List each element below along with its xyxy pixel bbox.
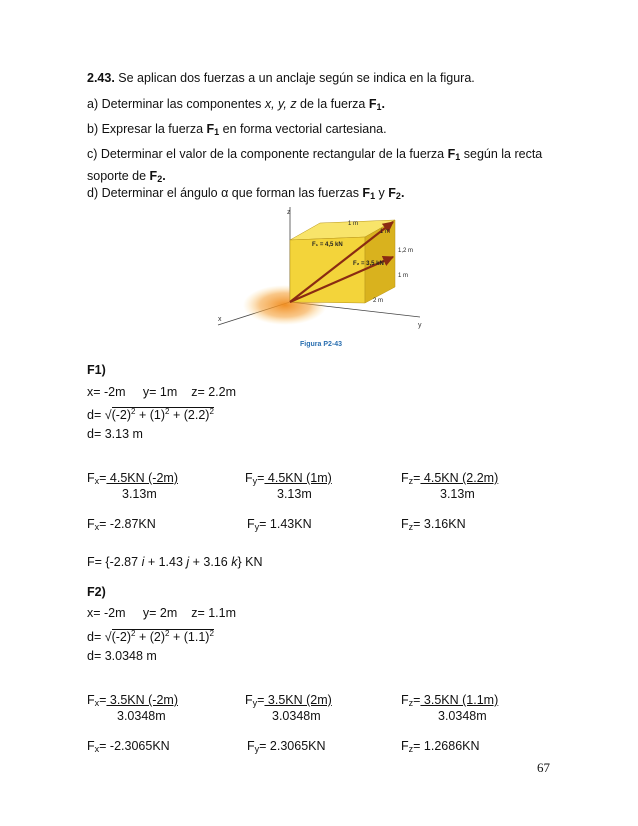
term: (-2) [111, 630, 132, 644]
question-b [87, 121, 387, 140]
question-d-mid: y [375, 186, 389, 200]
value: -2.87KN [106, 517, 156, 531]
equals: = [259, 517, 267, 531]
vector-text: + 1.43 [144, 555, 187, 569]
term: (-2) [111, 408, 132, 422]
question-a-vars: x, y, z [264, 97, 297, 111]
equals: = [257, 693, 265, 707]
subscript: y [254, 522, 260, 532]
force-symbol: F [206, 122, 215, 136]
unit-i: i [141, 555, 145, 569]
subscript: x [94, 522, 100, 532]
force-symbol: F [149, 169, 158, 183]
subscript: y [252, 476, 258, 486]
term: + (2) [135, 630, 166, 644]
vector-text: } KN [237, 555, 263, 569]
subscript: z [408, 522, 414, 532]
exponent: 2 [131, 629, 136, 638]
f1-fz-denominator: 3.13m [440, 487, 475, 501]
anchor-box-figure [215, 205, 430, 350]
subscript: 2 [157, 174, 163, 184]
question-b-text: b) Expresar la fuerza [87, 122, 207, 136]
f1-fz-value [401, 516, 466, 535]
exponent: 2 [131, 407, 136, 416]
f2-label: F₂ = 3,5 kN [353, 261, 384, 267]
value: 3.16KN [420, 517, 466, 531]
symbol: F [87, 693, 95, 707]
f2-fx-denominator: 3.0348m [117, 709, 166, 723]
exponent: 2 [209, 407, 214, 416]
dim-label: 1 m [398, 273, 409, 279]
f2-fx-value [87, 738, 170, 757]
equals: = [99, 739, 107, 753]
figure-caption: Figura P2-43 [300, 341, 343, 348]
problem-number: 2.43. [87, 71, 115, 85]
sqrt-prefix: d= √ [87, 630, 112, 644]
question-a-mid: de la fuerza [296, 97, 369, 111]
symbol: F [87, 517, 95, 531]
symbol: F [247, 517, 255, 531]
f2-fz-value [401, 738, 480, 757]
f1-label: F₁ = 4,5 kN [312, 242, 343, 248]
value: 1.2686KN [420, 739, 480, 753]
f1-vector [87, 554, 263, 570]
equals: = [99, 693, 107, 707]
dim-label: 2 m [373, 298, 384, 304]
force-symbol: F [368, 97, 377, 111]
sqrt-radicand [112, 407, 214, 422]
axis-y-label: y [418, 322, 422, 329]
subscript: z [408, 744, 414, 754]
unit-k: k [231, 555, 238, 569]
vector-text: F= {-2.87 [87, 555, 142, 569]
dim-label: 1,2 m [398, 248, 414, 254]
period: . [400, 186, 405, 200]
f2-distance-formula [87, 626, 214, 645]
subscript: 1 [214, 127, 220, 137]
equals: = [413, 471, 421, 485]
symbol: F [245, 471, 253, 485]
axis-x-label: x [218, 316, 222, 323]
equals: = [413, 693, 421, 707]
force-symbol: F [388, 186, 396, 200]
f2-heading: F2) [87, 585, 106, 599]
subscript: y [252, 698, 258, 708]
value: 1.43KN [266, 517, 312, 531]
question-a-text: a) Determinar las componentes [87, 97, 265, 111]
problem-intro: Se aplican dos fuerzas a un anclaje según se indica en la figura. [114, 71, 475, 85]
symbol: F [401, 739, 409, 753]
equals: = [413, 517, 421, 531]
f1-fx-denominator: 3.13m [122, 487, 157, 501]
value: -2.3065KN [106, 739, 170, 753]
subscript: x [94, 744, 100, 754]
equals: = [257, 471, 265, 485]
f1-heading: F1) [87, 363, 106, 377]
axis-z-label: z [287, 209, 291, 216]
exponent: 2 [209, 629, 214, 638]
numerator: 4.5KN (2.2m) [420, 471, 499, 485]
value: 2.3065KN [266, 739, 326, 753]
symbol: F [87, 471, 95, 485]
question-c-end: según la recta [460, 147, 543, 161]
symbol: F [401, 517, 409, 531]
subscript: 1 [376, 102, 382, 112]
f2-fz-denominator: 3.0348m [438, 709, 487, 723]
equals: = [413, 739, 421, 753]
subscript: x [94, 476, 100, 486]
question-d-text: d) Determinar el ángulo α que forman las fuerzas [87, 186, 363, 200]
numerator: 3.5KN (2m) [264, 693, 332, 707]
subscript: 2 [395, 191, 401, 201]
unit-j: j [186, 555, 190, 569]
period: . [162, 169, 166, 183]
numerator: 4.5KN (1m) [264, 471, 332, 485]
vector-text: + 3.16 [189, 555, 232, 569]
subscript: x [94, 698, 100, 708]
f1-fx-value [87, 516, 156, 535]
f2-distance-result: d= 3.0348 m [87, 649, 157, 663]
f2-coords: x= -2m y= 2m z= 1.1m [87, 606, 237, 620]
question-a [87, 96, 385, 115]
subscript: y [254, 744, 260, 754]
term: + (1.1) [169, 630, 210, 644]
question-c-text: c) Determinar el valor de la componente rectangular de la fuerza [87, 147, 448, 161]
force-symbol: F [362, 186, 371, 200]
page-number: 67 [537, 760, 550, 775]
equals: = [259, 739, 267, 753]
symbol: F [401, 471, 409, 485]
dim-label: 1 m [380, 229, 391, 235]
subscript: z [408, 476, 414, 486]
force-symbol: F [447, 147, 456, 161]
period: . [381, 97, 385, 111]
question-b-suffix: en forma vectorial cartesiana. [219, 122, 387, 136]
exponent: 2 [165, 629, 170, 638]
f2-fy-denominator: 3.0348m [272, 709, 321, 723]
dim-label: 1 m [348, 221, 359, 227]
term: + (2.2) [169, 408, 210, 422]
equals: = [99, 471, 107, 485]
numerator: 3.5KN (1.1m) [420, 693, 499, 707]
f1-distance-result: d= 3.13 m [87, 427, 143, 441]
subscript: z [408, 698, 414, 708]
sqrt-prefix: d= √ [87, 408, 112, 422]
f1-distance-formula [87, 404, 214, 423]
sqrt-radicand [112, 629, 214, 644]
numerator: 3.5KN (-2m) [106, 693, 178, 707]
term: + (1) [135, 408, 166, 422]
f1-coords: x= -2m y= 1m z= 2.2m [87, 385, 237, 399]
numerator: 4.5KN (-2m) [106, 471, 178, 485]
symbol: F [247, 739, 255, 753]
equals: = [99, 517, 107, 531]
symbol: F [401, 693, 409, 707]
question-d [87, 185, 404, 204]
symbol: F [245, 693, 253, 707]
symbol: F [87, 739, 95, 753]
problem-title-line [87, 70, 475, 86]
question-c-line1 [87, 146, 542, 165]
f1-fy-value [247, 516, 312, 535]
f2-fy-value [247, 738, 326, 757]
exponent: 2 [165, 407, 170, 416]
subscript: 1 [370, 191, 376, 201]
f1-fy-denominator: 3.13m [277, 487, 312, 501]
question-c-text2: soporte de [87, 169, 150, 183]
subscript: 1 [455, 152, 461, 162]
